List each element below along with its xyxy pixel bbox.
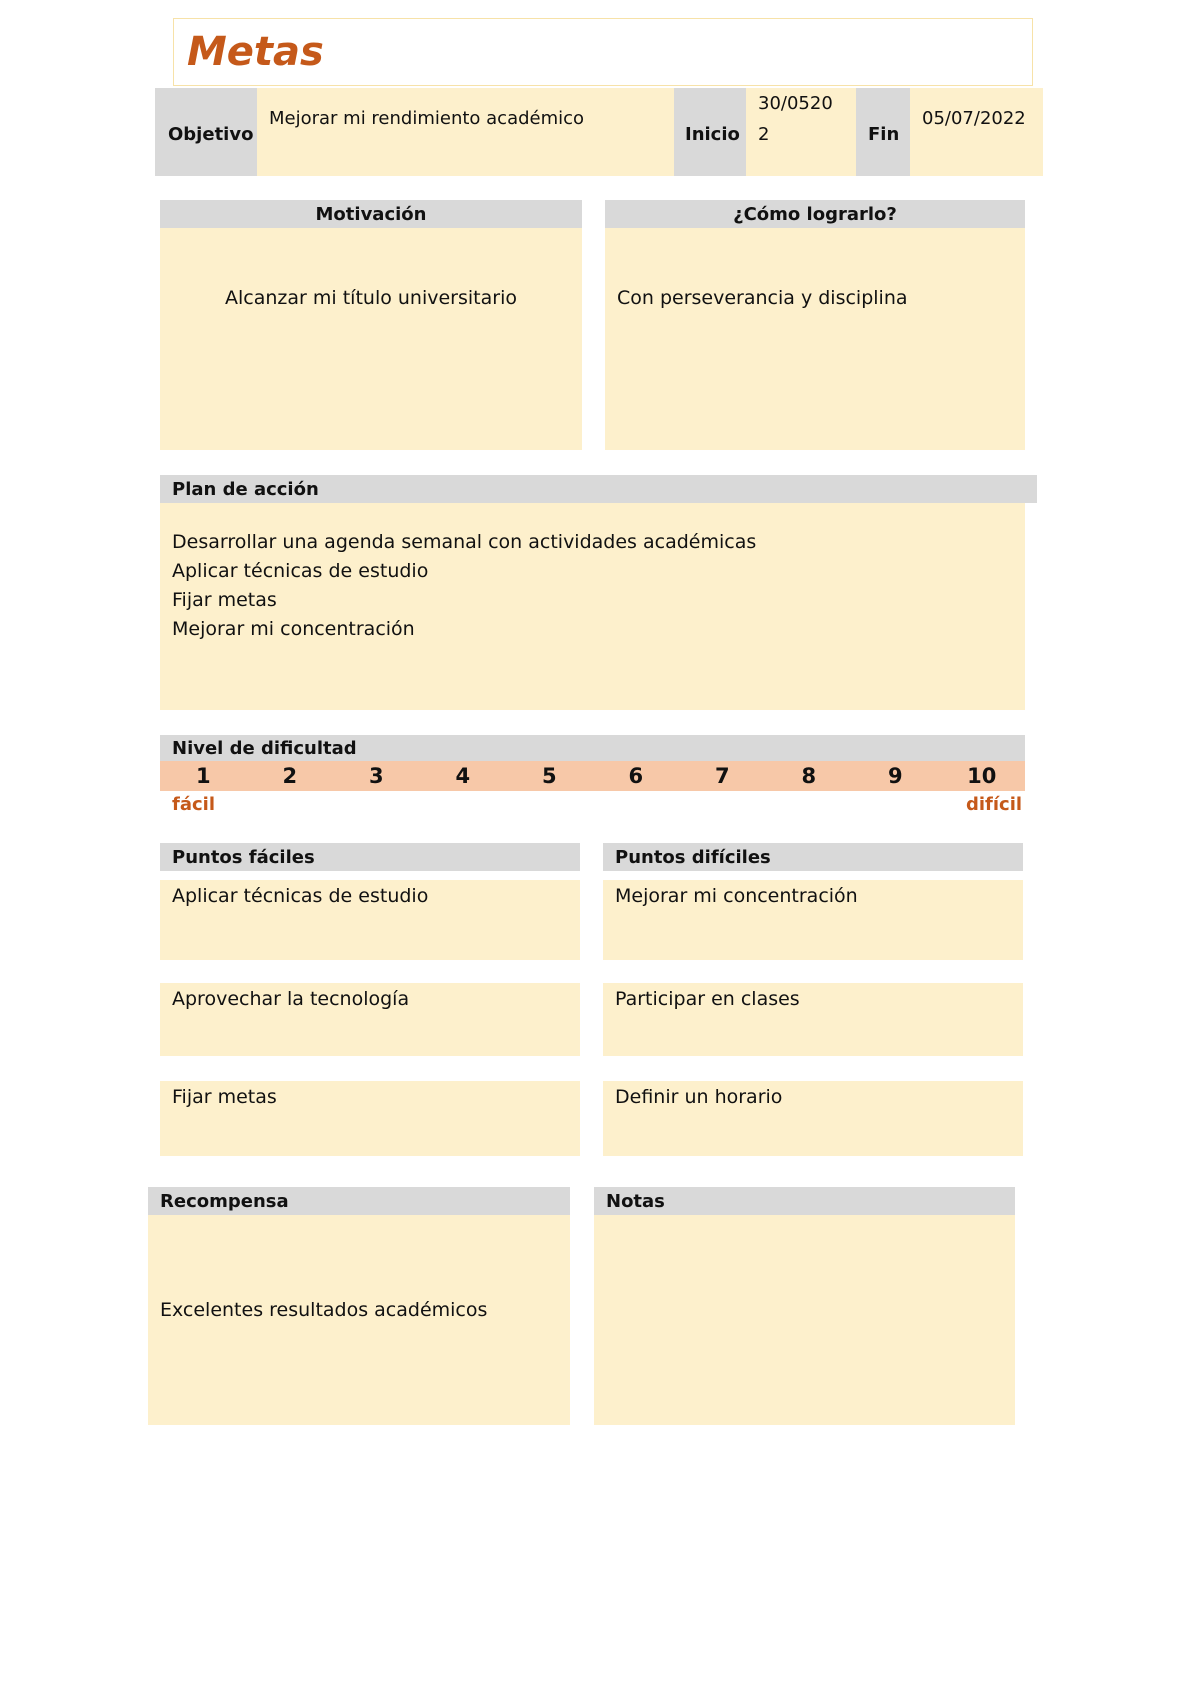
plan-box [160, 503, 1025, 710]
puntos-dificiles-header: Puntos difíciles [603, 843, 1023, 871]
dificultad-scale [160, 761, 1025, 791]
puntos-faciles-text: Fijar metas [172, 1086, 277, 1108]
difficulty-level-5[interactable]: 5 [541, 764, 557, 788]
fin-value-cell [910, 88, 1043, 176]
difficulty-level-6[interactable]: 6 [628, 764, 644, 788]
objetivo-value: Mejorar mi rendimiento académico [269, 108, 585, 129]
difficulty-level-9[interactable]: 9 [887, 764, 903, 788]
difficulty-level-4[interactable]: 4 [455, 764, 471, 788]
puntos-dificiles-item [603, 1081, 1023, 1156]
inicio-value-line2: 2 [758, 124, 770, 145]
notas-box[interactable] [594, 1215, 1015, 1425]
dificultad-header: Nivel de dificultad [160, 735, 1025, 761]
como-lograrlo-header: ¿Cómo lograrlo? [605, 200, 1025, 228]
motivacion-box [160, 228, 582, 450]
motivacion-header: Motivación [160, 200, 582, 228]
objetivo-value-cell [257, 88, 674, 176]
puntos-dificiles-text: Participar en clases [615, 988, 800, 1010]
plan-header: Plan de acción [160, 475, 1037, 503]
plan-item: Mejorar mi concentración [172, 618, 415, 640]
objetivo-label: Objetivo [168, 124, 254, 145]
difficulty-level-8[interactable]: 8 [801, 764, 817, 788]
hard-label: difícil [966, 794, 1023, 815]
plan-item: Fijar metas [172, 589, 277, 611]
easy-label: fácil [172, 794, 215, 815]
inicio-label: Inicio [685, 124, 740, 145]
plan-item: Desarrollar una agenda semanal con actividades académicas [172, 531, 757, 553]
notas-header: Notas [594, 1187, 1015, 1215]
puntos-faciles-text: Aprovechar la tecnología [172, 988, 410, 1010]
puntos-dificiles-item [603, 983, 1023, 1056]
inicio-value-cell [746, 88, 856, 176]
puntos-faciles-text: Aplicar técnicas de estudio [172, 885, 429, 907]
puntos-faciles-item [160, 880, 580, 960]
fin-label: Fin [868, 124, 900, 145]
puntos-faciles-item [160, 983, 580, 1056]
difficulty-level-3[interactable]: 3 [368, 764, 384, 788]
difficulty-level-7[interactable]: 7 [714, 764, 730, 788]
fin-value: 05/07/2022 [922, 108, 1026, 129]
puntos-dificiles-text: Mejorar mi concentración [615, 885, 858, 907]
recompensa-box [148, 1215, 570, 1425]
puntos-dificiles-item [603, 880, 1023, 960]
difficulty-level-10[interactable]: 10 [967, 764, 997, 788]
inicio-value-line1: 30/0520 [758, 93, 833, 114]
title-box [173, 18, 1033, 86]
plan-item: Aplicar técnicas de estudio [172, 560, 429, 582]
inicio-label-cell [674, 88, 746, 176]
difficulty-level-2[interactable]: 2 [282, 764, 298, 788]
motivacion-text: Alcanzar mi título universitario [225, 287, 517, 309]
puntos-faciles-item [160, 1081, 580, 1156]
puntos-dificiles-text: Definir un horario [615, 1086, 783, 1108]
como-lograrlo-text: Con perseverancia y disciplina [617, 287, 908, 309]
recompensa-text: Excelentes resultados académicos [160, 1299, 488, 1321]
puntos-faciles-header: Puntos fáciles [160, 843, 580, 871]
difficulty-level-1[interactable]: 1 [195, 764, 211, 788]
como-lograrlo-box [605, 228, 1025, 450]
recompensa-header: Recompensa [148, 1187, 570, 1215]
fin-label-cell [856, 88, 910, 176]
objetivo-label-cell [155, 88, 257, 176]
page-title: Metas [187, 29, 324, 75]
